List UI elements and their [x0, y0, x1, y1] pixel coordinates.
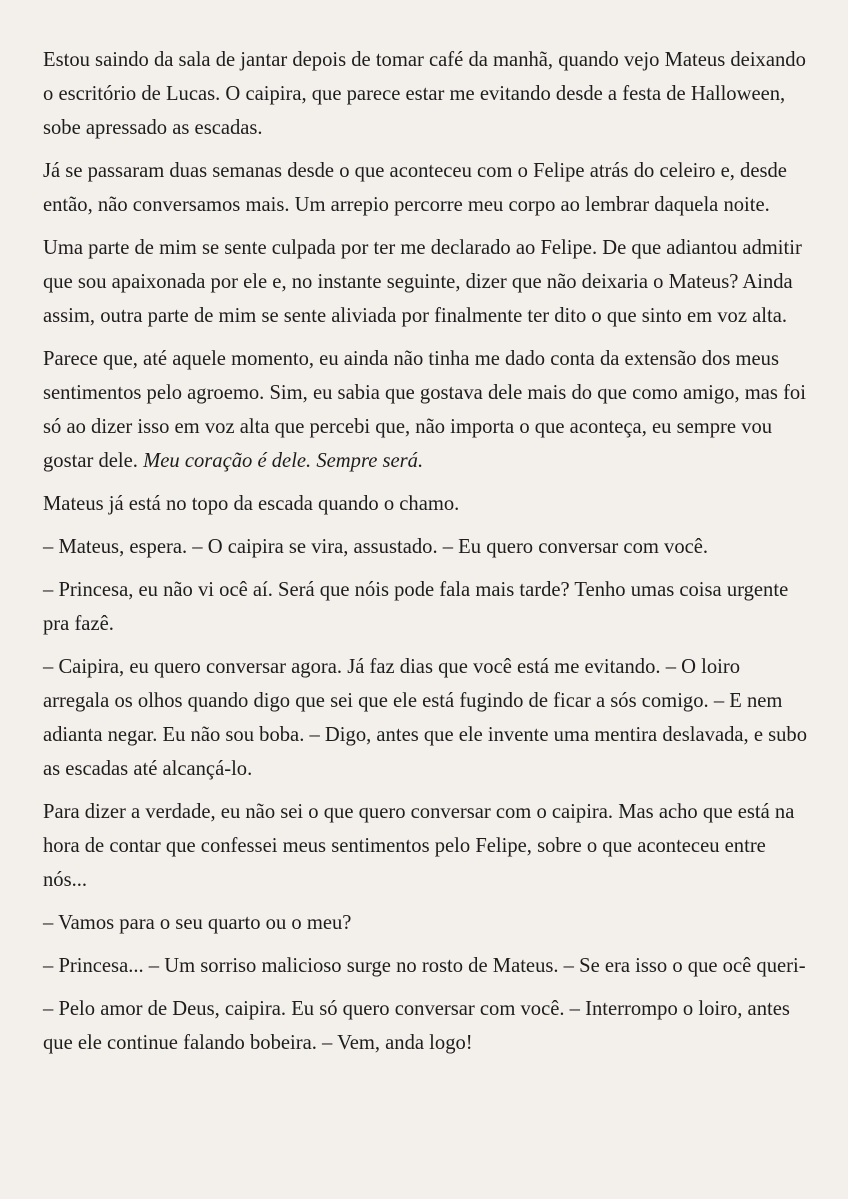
- paragraph-text: Para dizer a verdade, eu não sei o que quero conversar com o caipira. Mas acho que está na hora de contar que confessei meus sentimentos pelo Felipe, sobre o que aconteceu entre nós...: [43, 801, 795, 891]
- paragraph: [43, 342, 808, 478]
- paragraph: [43, 231, 808, 333]
- paragraph-text: Mateus já está no topo da escada quando o chamo.: [43, 493, 460, 515]
- paragraph-text: – Princesa... – Um sorriso malicioso surge no rosto de Mateus. – Se era isso o que ocê queri-: [43, 955, 806, 977]
- paragraph: [43, 949, 808, 983]
- paragraph: [43, 530, 808, 564]
- paragraph-text: Uma parte de mim se sente culpada por ter me declarado ao Felipe. De que adiantou admitir que sou apaixonada por ele e, no instante seguinte, dizer que não deixaria o Mateus? Ainda assim, outra parte de mim se sente aliviada por finalmente ter dito o que sinto em voz alta.: [43, 237, 802, 327]
- paragraph: [43, 487, 808, 521]
- paragraph: [43, 795, 808, 897]
- paragraph-italic-text: Meu coração é dele. Sempre será.: [143, 450, 424, 472]
- paragraph-text: Já se passaram duas semanas desde o que aconteceu com o Felipe atrás do celeiro e, desde então, não conversamos mais. Um arrepio percorre meu corpo ao lembrar daquela noite.: [43, 160, 787, 216]
- paragraph-text: – Mateus, espera. – O caipira se vira, assustado. – Eu quero conversar com você.: [43, 536, 709, 558]
- paragraph: [43, 573, 808, 641]
- paragraph: [43, 992, 808, 1060]
- paragraph-text: – Caipira, eu quero conversar agora. Já faz dias que você está me evitando. – O loiro arregala os olhos quando digo que sei que ele está fugindo de ficar a sós comigo. – E nem adianta negar. Eu não sou boba. – Digo, antes que ele invente uma mentira deslavada, e subo as escadas até alcançá-lo.: [43, 656, 808, 780]
- paragraph-text: – Pelo amor de Deus, caipira. Eu só quero conversar com você. – Interrompo o loiro, antes que ele continue falando bobeira. – Vem, anda logo!: [43, 998, 790, 1054]
- paragraph: [43, 43, 808, 145]
- paragraph: [43, 650, 808, 786]
- paragraph-text: – Princesa, eu não vi ocê aí. Será que nóis pode fala mais tarde? Tenho umas coisa urgente pra fazê.: [43, 579, 789, 635]
- paragraph: [43, 154, 808, 222]
- paragraph-text: – Vamos para o seu quarto ou o meu?: [43, 912, 352, 934]
- paragraph-text: Parece que, até aquele momento, eu ainda não tinha me dado conta da extensão dos meus sentimentos pelo agroemo. Sim, eu sabia que gostava dele mais do que como amigo, mas foi só ao dizer isso em voz alta que percebi que, não importa o que aconteça, eu sempre vou gostar dele.: [43, 348, 806, 472]
- paragraph: [43, 906, 808, 940]
- paragraph-text: Estou saindo da sala de jantar depois de tomar café da manhã, quando vejo Mateus deixando o escritório de Lucas. O caipira, que parece estar me evitando desde a festa de Halloween, sobe apressado as escadas.: [43, 49, 806, 139]
